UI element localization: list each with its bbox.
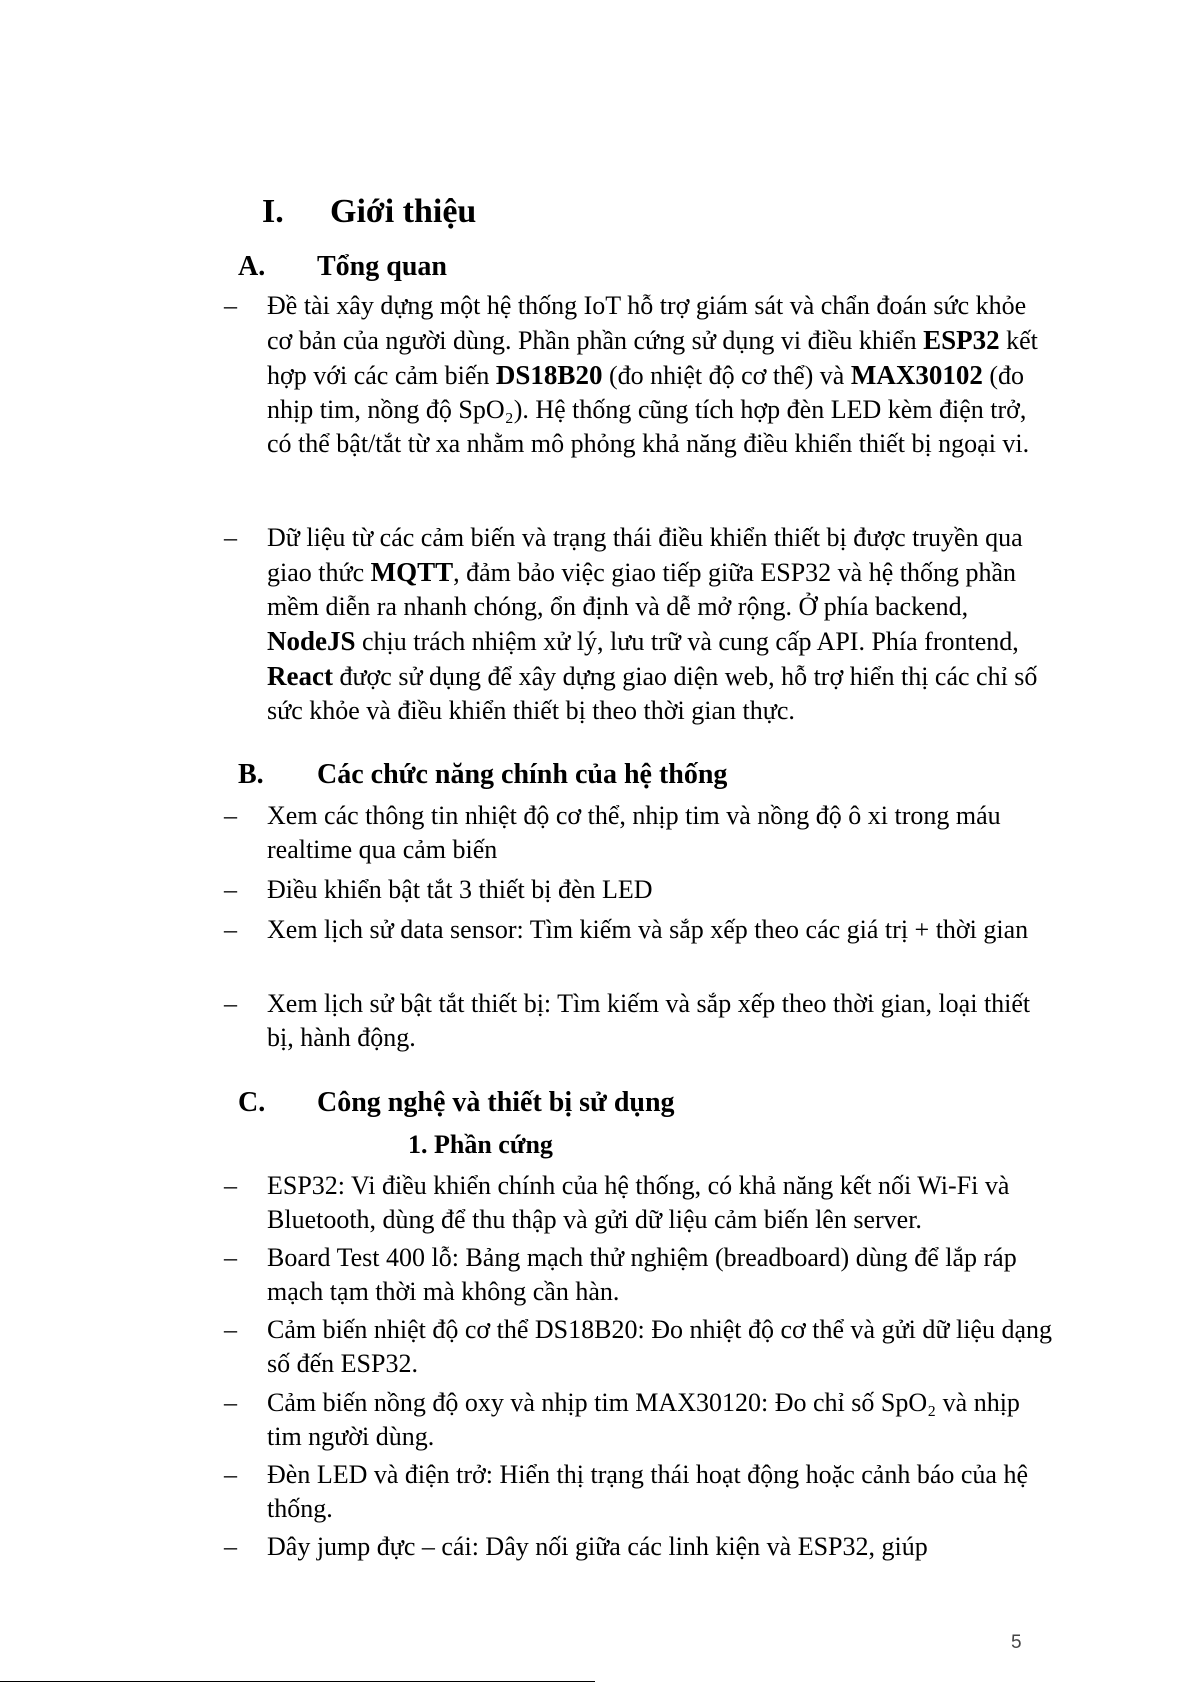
section-a-paragraph-1: [224, 289, 1054, 461]
bold-term: NodeJS: [267, 626, 356, 656]
section-b-heading: [238, 757, 727, 793]
bullet-dash: –: [224, 1243, 237, 1272]
list-item-text: ESP32: Vi điều khiển chính của hệ thống, có khả năng kết nối Wi-Fi và Bluetooth, dùng để thu thập và gửi dữ liệu cảm biến lên server.: [267, 1171, 1010, 1234]
list-item-text: Điều khiển bật tắt 3 thiết bị đèn LED: [267, 875, 653, 904]
page-number: 5: [1011, 1632, 1022, 1653]
list-item: [224, 1313, 1054, 1381]
paragraph-text: [267, 521, 1054, 728]
section-b-number: B.: [238, 759, 264, 790]
text-run: kết hợp với các cảm biến: [267, 326, 1038, 390]
section-c-heading: [238, 1085, 675, 1121]
list-item: [224, 799, 1054, 867]
bullet-dash: –: [224, 1532, 237, 1561]
list-item: [224, 873, 1054, 907]
bullet-dash: –: [224, 1460, 237, 1489]
bold-term: ESP32: [923, 325, 1000, 355]
text-run: (đo nhịp tim, nồng độ SpO₂). Hệ thống cũng tích hợp đèn LED kèm điện trở, có thể bật/tắt từ xa nhằm mô phỏng khả năng điều khiển thiết bị ngoại vi.: [267, 361, 1030, 458]
list-item: [224, 1386, 1054, 1454]
text-run: Dữ liệu từ các cảm biến và trạng thái điều khiển thiết bị được truyền qua giao thức: [267, 523, 1023, 587]
section-b-title: Các chức năng chính của hệ thống: [317, 759, 728, 790]
bullet-dash: –: [224, 291, 237, 320]
chapter-title: Giới thiệu: [330, 193, 477, 230]
bullet-dash: –: [224, 1388, 237, 1417]
list-item: [224, 1169, 1054, 1237]
list-item-text: Đèn LED và điện trở: Hiển thị trạng thái hoạt động hoặc cảnh báo của hệ thống.: [267, 1460, 1028, 1523]
bullet-dash: –: [224, 801, 237, 830]
list-item-text: Cảm biến nhiệt độ cơ thể DS18B20: Đo nhiệt độ cơ thể và gửi dữ liệu dạng số đến ESP32.: [267, 1315, 1053, 1378]
bullet-dash: –: [224, 915, 237, 944]
footer-divider: [0, 1681, 595, 1682]
bullet-dash: –: [224, 1171, 237, 1200]
section-c-title: Công nghệ và thiết bị sử dụng: [317, 1087, 675, 1118]
list-item-text: Cảm biến nồng độ oxy và nhịp tim MAX30120: Đo chỉ số SpO₂ và nhịp tim người dùng.: [267, 1388, 1020, 1451]
section-a-title: Tổng quan: [317, 251, 447, 282]
text-run: được sử dụng để xây dựng giao diện web, hỗ trợ hiển thị các chỉ số sức khỏe và điều khiển thiết bị theo thời gian thực.: [267, 662, 1038, 725]
list-item: [224, 1458, 1054, 1526]
subsection-heading: 1. Phần cứng: [408, 1130, 553, 1159]
list-item-text: Xem lịch sử bật tắt thiết bị: Tìm kiếm và sắp xếp theo thời gian, loại thiết bị, hành động.: [267, 989, 1031, 1052]
list-item-text: Dây jump đực – cái: Dây nối giữa các linh kiện và ESP32, giúp: [267, 1532, 928, 1561]
section-a-heading: [238, 249, 447, 285]
bold-term: React: [267, 661, 333, 691]
bullet-dash: –: [224, 523, 237, 552]
list-item: [224, 987, 1054, 1055]
list-item: [224, 913, 1054, 947]
list-item: [224, 1241, 1054, 1309]
text-run: chịu trách nhiệm xử lý, lưu trữ và cung cấp API. Phía frontend,: [355, 627, 1019, 656]
list-item-text: Xem các thông tin nhiệt độ cơ thể, nhịp tim và nồng độ ô xi trong máu realtime qua cảm biến: [267, 801, 1001, 864]
chapter-number: I.: [262, 193, 284, 230]
list-item-text: Board Test 400 lỗ: Bảng mạch thử nghiệm (breadboard) dùng để lắp ráp mạch tạm thời mà không cần hàn.: [267, 1243, 1017, 1306]
text-run: Đề tài xây dựng một hệ thống IoT hỗ trợ giám sát và chẩn đoán sức khỏe cơ bản của người dùng. Phần phần cứng sử dụng vi điều khiển: [267, 291, 1027, 355]
section-c-number: C.: [238, 1087, 266, 1118]
list-item: [224, 1530, 1054, 1564]
text-run: , đảm bảo việc giao tiếp giữa ESP32 và hệ thống phần mềm diễn ra nhanh chóng, ổn định và dễ mở rộng. Ở phía backend,: [267, 558, 1016, 621]
section-a-paragraph-2: [224, 521, 1054, 728]
bold-term: DS18B20: [495, 360, 603, 390]
chapter-heading: [262, 190, 476, 234]
bullet-dash: –: [224, 989, 237, 1018]
bold-term: MAX30102: [850, 360, 983, 390]
list-item-text: Xem lịch sử data sensor: Tìm kiếm và sắp xếp theo các giá trị + thời gian: [267, 915, 1029, 944]
bullet-dash: –: [224, 875, 237, 904]
text-run: (đo nhiệt độ cơ thể) và: [602, 361, 851, 390]
section-a-number: A.: [238, 251, 266, 282]
paragraph-text: [267, 289, 1054, 461]
bold-term: MQTT: [370, 557, 454, 587]
bullet-dash: –: [224, 1315, 237, 1344]
